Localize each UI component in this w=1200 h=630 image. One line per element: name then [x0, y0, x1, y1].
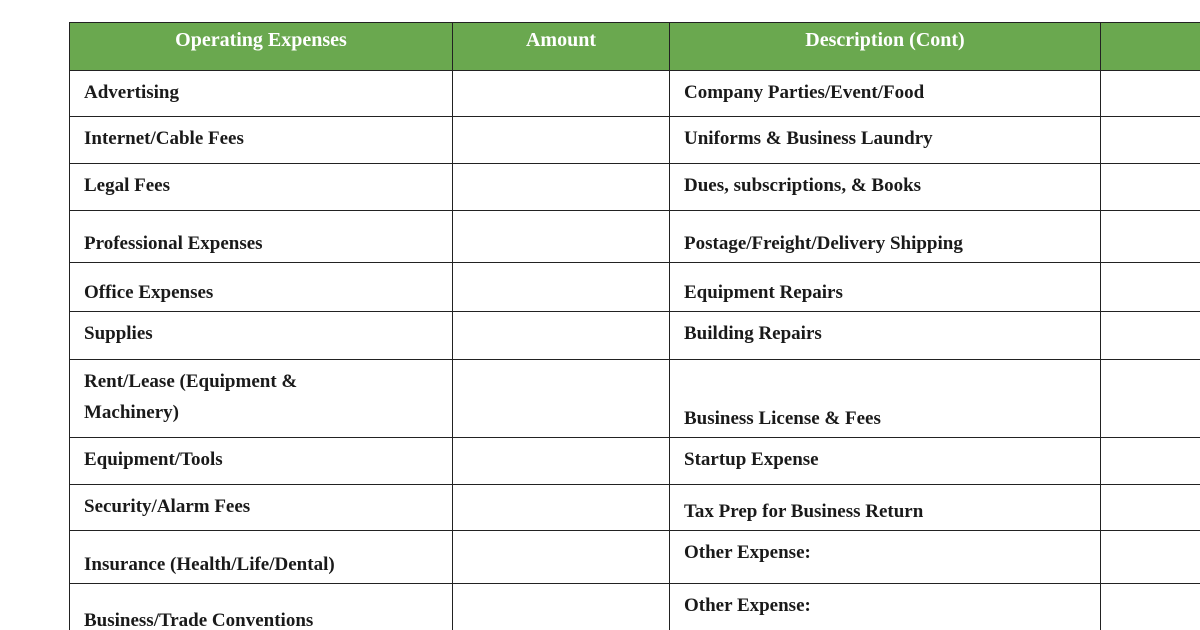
expense-label: Equipment/Tools — [70, 438, 453, 485]
amount-cell[interactable] — [453, 71, 670, 117]
expense-label-cont: Postage/Freight/Delivery Shipping — [670, 211, 1101, 263]
expense-label-cont: Company Parties/Event/Food — [670, 71, 1101, 117]
extra-cell[interactable] — [1101, 164, 1200, 211]
amount-cell[interactable] — [453, 438, 670, 485]
expense-label-cont: Other Expense: — [670, 584, 1101, 630]
extra-cell[interactable] — [1101, 485, 1200, 531]
header-description-cont: Description (Cont) — [670, 23, 1101, 71]
amount-cell[interactable] — [453, 531, 670, 584]
expense-label: Security/Alarm Fees — [70, 485, 453, 531]
operating-expenses-table — [69, 22, 1200, 630]
amount-cell[interactable] — [453, 584, 670, 630]
extra-cell[interactable] — [1101, 117, 1200, 164]
expense-label: Professional Expenses — [70, 211, 453, 263]
expense-label-cont: Tax Prep for Business Return — [670, 485, 1101, 531]
extra-cell[interactable] — [1101, 531, 1200, 584]
header-extra — [1101, 23, 1200, 71]
expense-label-cont: Uniforms & Business Laundry — [670, 117, 1101, 164]
amount-cell[interactable] — [453, 164, 670, 211]
extra-cell[interactable] — [1101, 312, 1200, 360]
table-row — [70, 485, 1200, 531]
amount-cell[interactable] — [453, 360, 670, 438]
extra-cell[interactable] — [1101, 263, 1200, 312]
table-header-row — [70, 23, 1200, 71]
amount-cell[interactable] — [453, 485, 670, 531]
expense-label: Internet/Cable Fees — [70, 117, 453, 164]
expense-label: Advertising — [70, 71, 453, 117]
expense-label-cont: Startup Expense — [670, 438, 1101, 485]
table-row — [70, 438, 1200, 485]
expense-label-cont: Business License & Fees — [670, 360, 1101, 438]
amount-cell[interactable] — [453, 211, 670, 263]
table-row — [70, 117, 1200, 164]
expense-label — [70, 360, 453, 438]
expense-label: Legal Fees — [70, 164, 453, 211]
amount-cell[interactable] — [453, 117, 670, 164]
table-row — [70, 312, 1200, 360]
extra-cell[interactable] — [1101, 438, 1200, 485]
expense-label-cont: Dues, subscriptions, & Books — [670, 164, 1101, 211]
table-row — [70, 211, 1200, 263]
expense-label-cont: Building Repairs — [670, 312, 1101, 360]
table-row — [70, 584, 1200, 630]
expense-label: Office Expenses — [70, 263, 453, 312]
header-operating-expenses: Operating Expenses — [70, 23, 453, 71]
expense-label: Insurance (Health/Life/Dental) — [70, 531, 453, 584]
amount-cell[interactable] — [453, 312, 670, 360]
amount-cell[interactable] — [453, 263, 670, 312]
extra-cell[interactable] — [1101, 71, 1200, 117]
header-amount: Amount — [453, 23, 670, 71]
extra-cell[interactable] — [1101, 211, 1200, 263]
table-row — [70, 164, 1200, 211]
table-row — [70, 360, 1200, 438]
table-row — [70, 263, 1200, 312]
extra-cell[interactable] — [1101, 584, 1200, 630]
expense-label-line: Machinery) — [84, 402, 179, 423]
expense-label-cont: Other Expense: — [670, 531, 1101, 584]
expense-label-line: Rent/Lease (Equipment & — [84, 371, 298, 392]
expense-label: Business/Trade Conventions — [70, 584, 453, 630]
extra-cell[interactable] — [1101, 360, 1200, 438]
table-row — [70, 531, 1200, 584]
expense-label: Supplies — [70, 312, 453, 360]
expense-label-cont: Equipment Repairs — [670, 263, 1101, 312]
table-row — [70, 71, 1200, 117]
